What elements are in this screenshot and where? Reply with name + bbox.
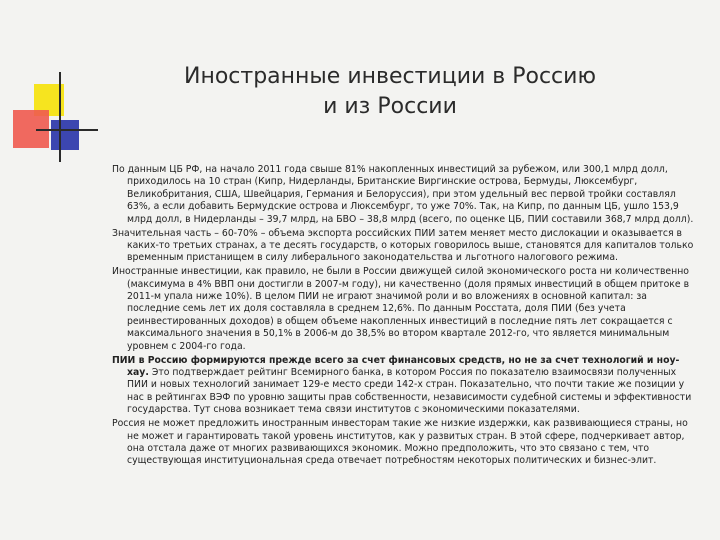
vertical-line-shape <box>59 72 61 162</box>
slide-body <box>112 164 694 469</box>
title-line-2: и из России <box>323 94 457 119</box>
horizontal-line-shape <box>36 129 98 131</box>
paragraph-4 <box>112 355 694 417</box>
paragraph-4-bold-lead: ПИИ в Россию формируются прежде всего за счет финансовых средств, но не за счет технологий и ноу-хау. <box>112 354 680 378</box>
paragraph-4-text: Это подтверждает рейтинг Всемирного банка, в котором Россия по показателю взаимосвязи полученных ПИИ и новых технологий занимает 129-е место среди 142-х стран. Показательно, что почти такие же позиции у нас в рейтингах ВЭФ по уровню защиты прав собственности, независимости судебной системы и эффективности государства. Тут снова возникает тема связи институтов с экономическими показателями. <box>127 367 692 416</box>
decorative-logo <box>8 72 98 164</box>
paragraph-3 <box>112 266 694 353</box>
title-line-1: Иностранные инвестиции в Россию <box>184 64 596 89</box>
paragraph-2-text: Значительная часть – 60-70% – объема экспорта российских ПИИ затем меняет место дислокации и оказывается в каких-то третьих странах, а те десять государств, о которых говорилось выше, становятся для капиталов только временным пристанищем в силу либерального законодательства и льготного налогового режима. <box>112 227 694 264</box>
slide-title <box>130 62 650 122</box>
paragraph-3-text: Иностранные инвестиции, как правило, не были в России движущей силой экономического роста ни количественно (максимума в 4% ВВП они достигли в 2007-м году), ни качественно (доля прямых инвестиций в общем притоке в 2011-м упала ниже 10%). В целом ПИИ не играют значимой роли и во вложениях в основной капитал: за последние семь лет их доля составляла в среднем 12,6%. По данным Росстата, доля ПИИ (без учета реинвестированных доходов) в общем объеме накопленных инвестиций в последние пять лет сокращается с максимального значения в 50,1% в 2006-м до 38,5% во втором квартале 2012-го, что является минимальным уровнем с 2004-го года. <box>112 266 690 352</box>
paragraph-5 <box>112 418 694 468</box>
paragraph-1-text: По данным ЦБ РФ, на начало 2011 года свыше 81% накопленных инвестиций за рубежом, или 300,1 млрд долл, приходилось на 10 стран (Кипр, Нидерланды, Британские Виргинские острова, Бермуды, Люксембург, Великобритания, США, Швейцария, Германия и Белоруссия), при этом удельный вес первой тройки составлял 63%, а если добавить Бермудские острова и Люксембург, то уже 70%. Так, на Кипр, по данным ЦБ, ушло 153,9 млрд долл, в Нидерланды – 39,7 млрд, на БВО – 38,8 млрд (всего, по оценке ЦБ, ПИИ составили 368,7 млрд долл). <box>112 164 694 225</box>
blue-square-shape <box>51 120 79 150</box>
paragraph-5-text: Россия не может предложить иностранным инвесторам такие же низкие издержки, как развивающиеся страны, но не может и гарантировать такой уровень институтов, как у развитых стран. В этой сфере, подчеркивает автор, она отстала даже от многих развивающихся экономик. Можно предположить, что это связано с тем, что существующая институциональная среда отвечает потребностям некоторых политических и бизнес-элит. <box>112 418 688 467</box>
paragraph-1 <box>112 164 694 226</box>
paragraph-2 <box>112 228 694 265</box>
